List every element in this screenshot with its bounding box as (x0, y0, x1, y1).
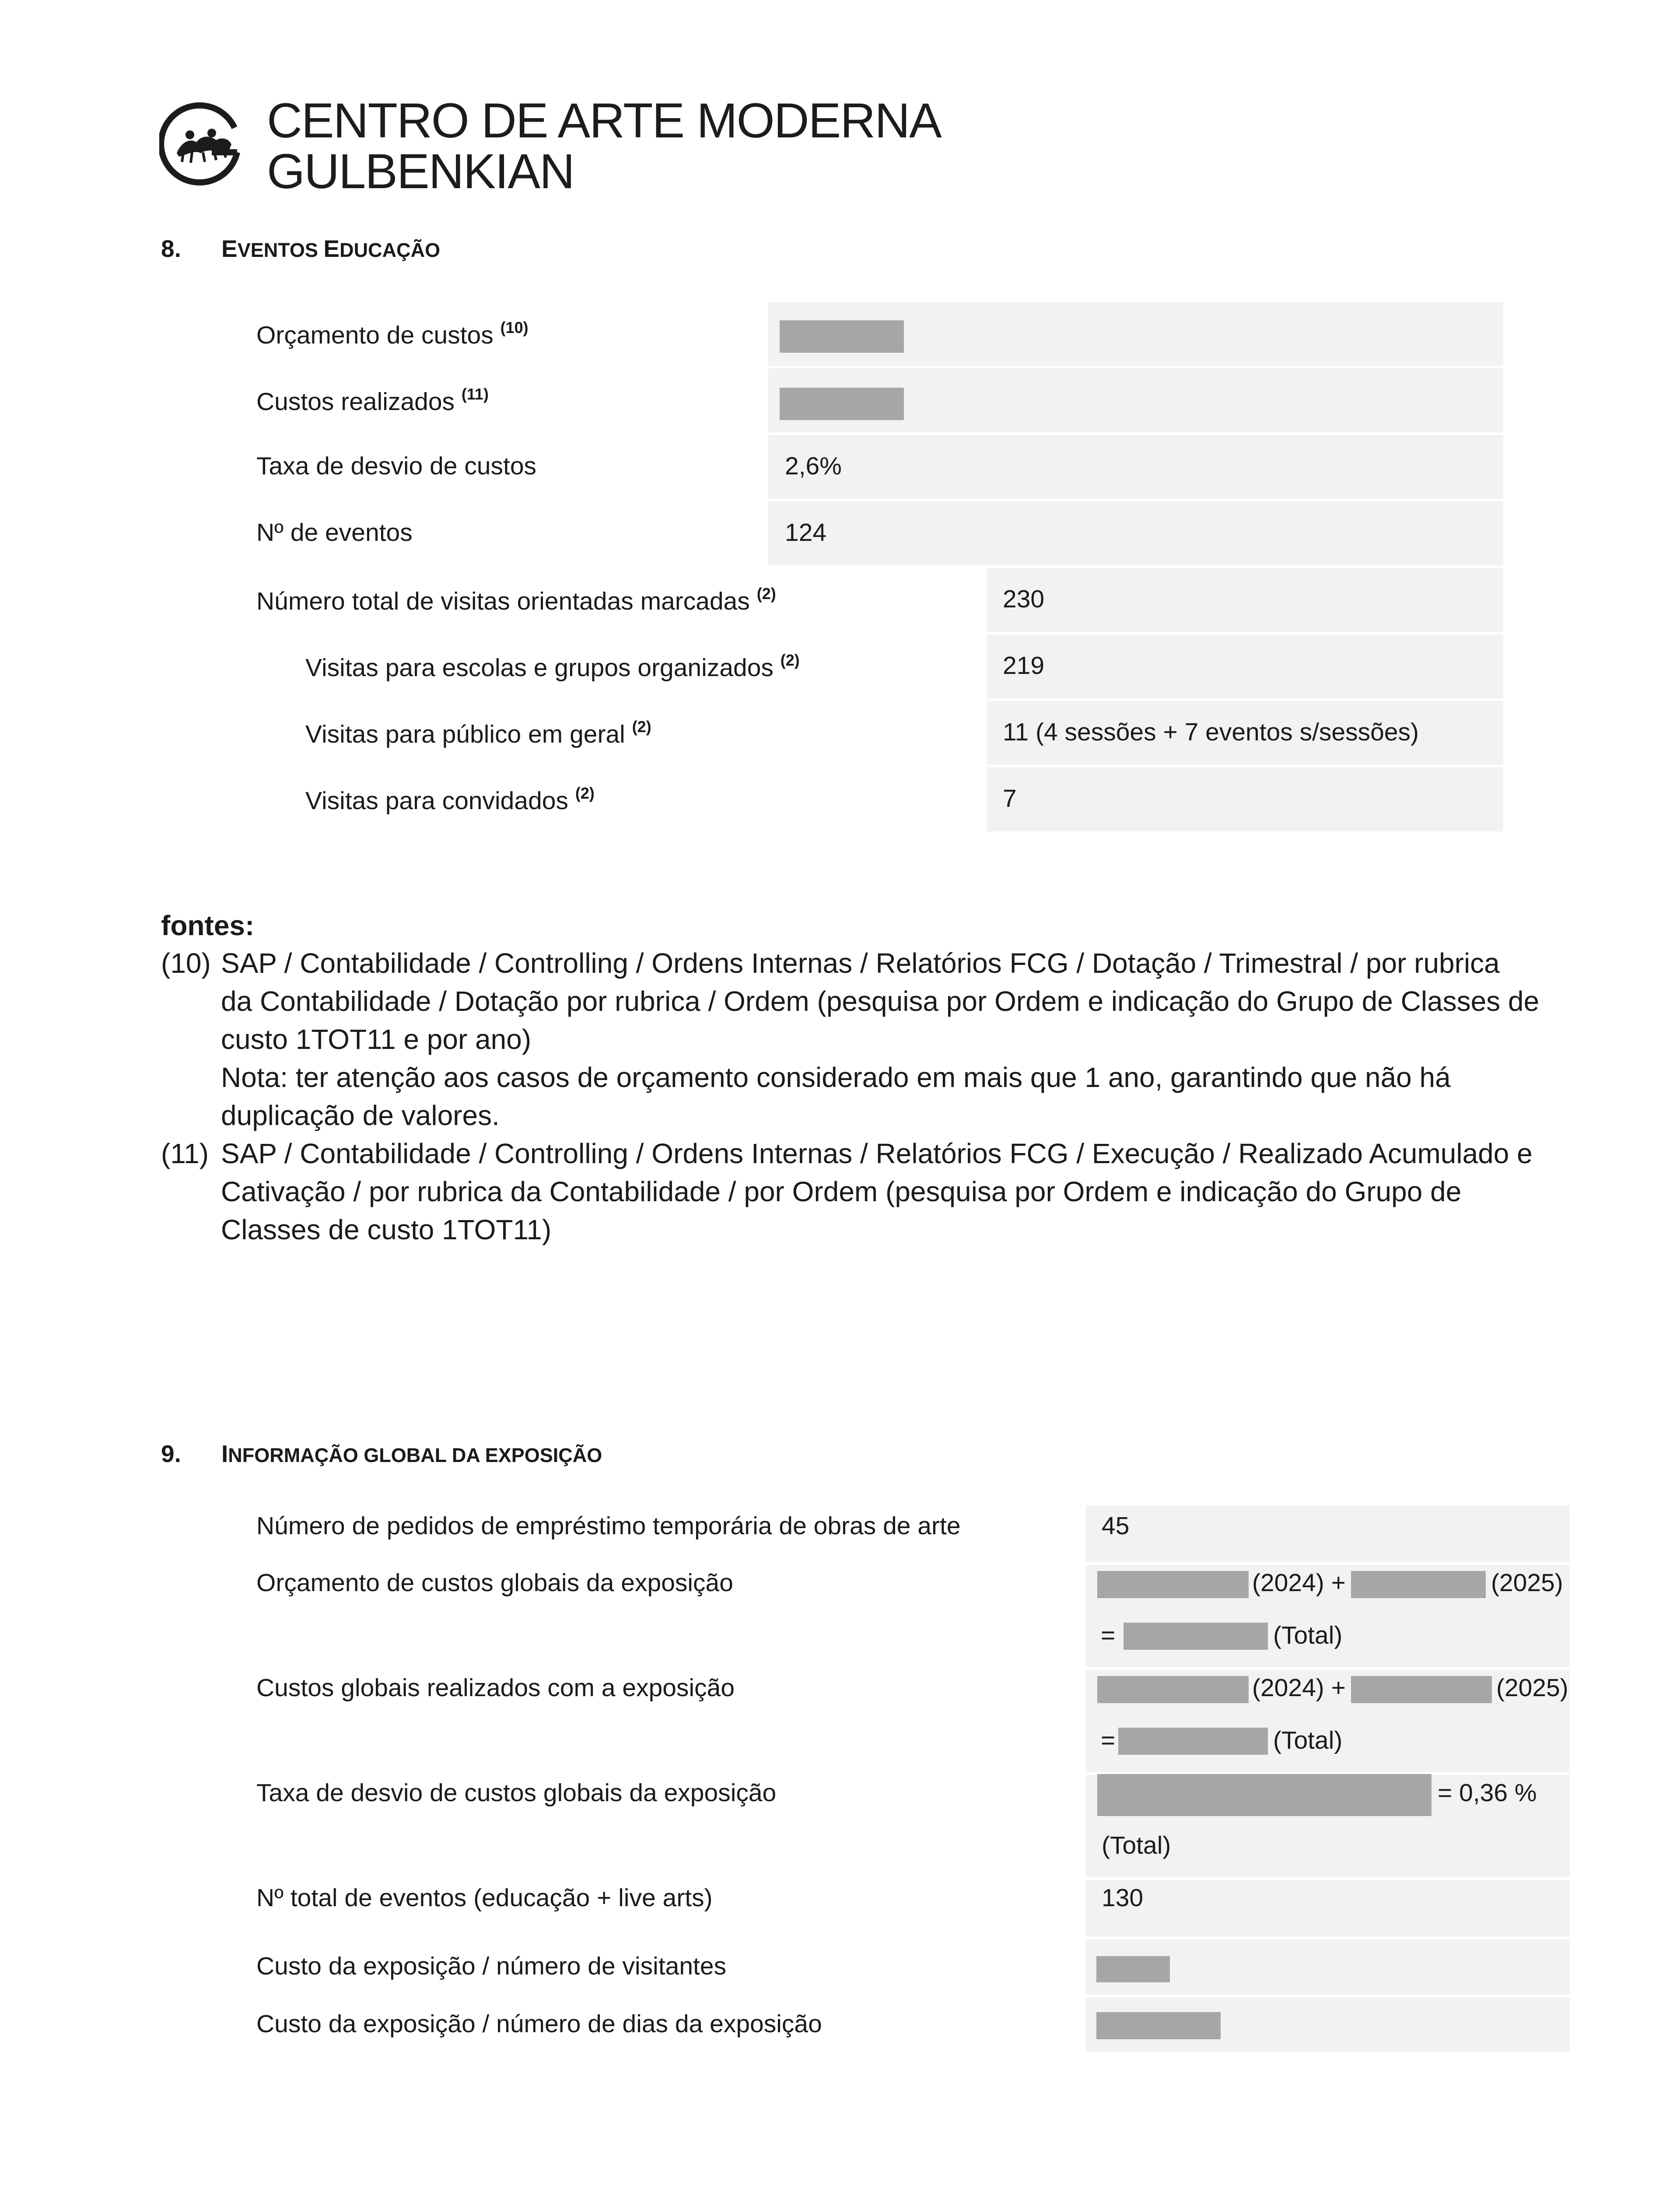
table-row-label: Taxa de desvio de custos globais da exposição (256, 1779, 777, 1807)
redacted-value (1351, 1676, 1492, 1703)
table-row-label: Custos globais realizados com a exposição (256, 1674, 735, 1702)
table-cell (768, 501, 1503, 565)
table-row-label: Visitas para escolas e grupos organizados $^{(2)}$ (305, 651, 800, 682)
table-row-label: Visitas para público em geral $^{(2)}$ (305, 718, 651, 748)
table-row-label: Visitas para convidados $^{(2)}$ (305, 784, 595, 815)
source-text: SAP / Contabilidade / Controlling / Ordens Internas / Relatórios FCG / Dotação / Trimestral / por rubrica da Contabilidade / Dotação por rubrica / Ordem (pesquisa por Ordem e indicação do Grupo de Classes de custo 1TOT11 e por ano) Nota: ter atenção aos casos de orçamento considerado em mais que 1 ano, garantindo que não há duplicação de valores. (221, 947, 1540, 1131)
table-cell-value: 230 (1003, 585, 1045, 613)
table-cell (1086, 1505, 1570, 1562)
table-cell (987, 568, 1503, 632)
redacted-value (1351, 1571, 1486, 1598)
total-label: (Total) (1102, 1831, 1171, 1859)
year-2025-label: (2025) (1496, 1674, 1568, 1702)
table-cell-value: 45 (1102, 1512, 1130, 1540)
year-2025-label: (2025) (1491, 1569, 1563, 1597)
institution-name: CENTRO DE ARTE MODERNA GULBENKIAN (267, 93, 941, 199)
table-row-label: Orçamento de custos globais da exposição (256, 1569, 733, 1597)
gulbenkian-logo-icon (159, 101, 247, 188)
table-row-label: Orçamento de custos $^{(10)}$ (256, 319, 528, 349)
table-row-label: Custos realizados $^{(11)}$ (256, 385, 489, 416)
table-cell-value: 130 (1102, 1884, 1144, 1912)
table-row-label: Taxa de desvio de custos (256, 452, 537, 480)
redacted-value (780, 320, 904, 353)
table-cell (987, 768, 1503, 831)
year-2024-label: (2024) + (1252, 1674, 1346, 1702)
deviation-rate-value: = 0,36 % (1438, 1779, 1537, 1807)
equals-sign: = (1101, 1726, 1116, 1754)
table-cell-value: 219 (1003, 652, 1045, 680)
section-9-heading: 9. INFORMAÇÃO GLOBAL DA EXPOSIÇÃO (161, 1440, 602, 1467)
redacted-value (1096, 2012, 1221, 2039)
table-row-label: Custo da exposição / número de dias da exposição (256, 2010, 822, 2038)
redacted-value (1118, 1728, 1268, 1755)
year-2024-label: (2024) + (1252, 1569, 1346, 1597)
table-row-label: Número de pedidos de empréstimo temporária de obras de arte (256, 1512, 961, 1540)
total-label: (Total) (1273, 1726, 1343, 1754)
redacted-value (1097, 1571, 1249, 1598)
redacted-value (1096, 1956, 1170, 1982)
table-cell (768, 435, 1503, 499)
table-cell-value: 2,6% (785, 452, 842, 480)
table-cell-value: 124 (785, 519, 827, 547)
redacted-value (780, 388, 904, 420)
redacted-value (1097, 1676, 1249, 1703)
source-ref: (10) (161, 947, 211, 979)
redacted-value (1124, 1623, 1268, 1650)
total-label: (Total) (1273, 1621, 1343, 1649)
table-row-label: Nº de eventos (256, 519, 413, 547)
table-cell-value: 11 (4 sessões + 7 eventos s/sessões) (1003, 718, 1419, 746)
sources-title: fontes: (161, 910, 255, 941)
equals-sign: = (1101, 1621, 1116, 1649)
table-cell (1086, 1880, 1570, 1937)
table-cell-value: 7 (1003, 785, 1017, 813)
table-row-label: Nº total de eventos (educação + live arts) (256, 1884, 713, 1912)
redacted-value (1097, 1774, 1432, 1816)
section-8-heading: 8. EVENTOS EDUCAÇÃO (161, 235, 441, 262)
table-row-label: Número total de visitas orientadas marcadas $^{(2)}$ (256, 585, 776, 615)
source-text: SAP / Contabilidade / Controlling / Ordens Internas / Relatórios FCG / Execução / Realizado Acumulado e Cativação / por rubrica da Contabilidade / por Ordem (pesquisa por Ordem e indicação do Grupo de Classes de custo 1TOT11) (221, 1138, 1533, 1245)
table-row-label: Custo da exposição / número de visitantes (256, 1952, 727, 1980)
source-ref: (11) (161, 1138, 209, 1169)
table-cell (987, 635, 1503, 698)
